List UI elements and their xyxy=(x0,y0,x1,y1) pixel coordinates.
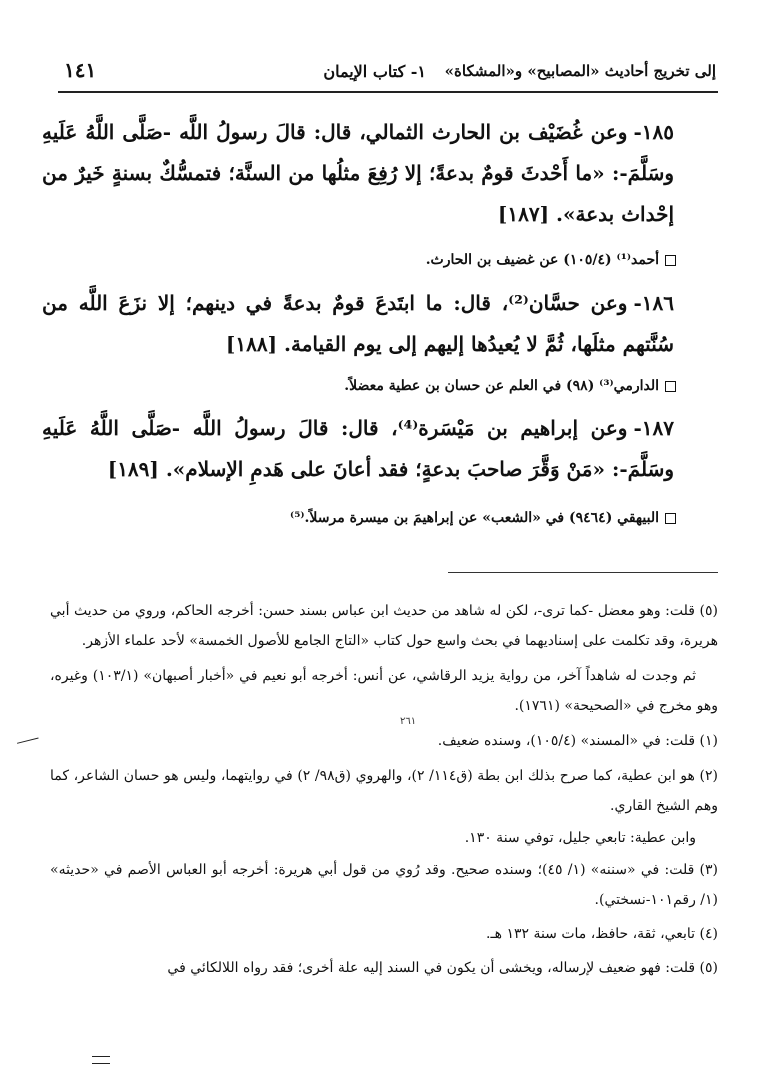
hadith-text: وعن غُضَيْف بن الحارث الثمالي، قال: قالَ رسولُ اللَّه -صَلَّى اللَّهُ عَلَيهِ وسَلَّمَ-: «ما أَحْدثَ قومٌ بدعةً؛ إلا رُفِعَ مثلُها من السنَّة؛ فتمسُّكٌ بسنةٍ خَيرٌ من إحْداث بدعة». [١٨٧] xyxy=(42,120,674,226)
square-bullet-icon xyxy=(665,255,676,266)
hadith-185-source xyxy=(52,248,676,272)
footnote-5c: (٥) قلت: فهو ضعيف لإرساله، ويخشى أن يكون في السند إليه علة أخرى؛ فقد رواه اللالكائي في xyxy=(167,960,718,976)
source-text: البيهقي (٩٤٦٤) في «الشعب» عن إبراهيمَ بن ميسرة مرسلاً.⁽⁵⁾ xyxy=(290,510,659,526)
header-rule xyxy=(58,91,718,93)
hadith-text: وعن حسَّان⁽²⁾، قال: ما ابتَدعَ قومٌ بدعةً في دينهم؛ إلا نزَعَ اللَّه من سُنَّتهم مثلَها، ثُمَّ لا يُعيدُها إليهم إلى يوم القيامة. [١٨٨] xyxy=(42,291,674,356)
square-bullet-icon xyxy=(665,513,676,524)
footnotes xyxy=(50,596,718,983)
continuation-mark xyxy=(92,1056,110,1064)
footnote-2: (٢) هو ابن عطية، كما صرح بذلك ابن بطة (ق١١٤/ ٢)، والهروي (ق٩٨/ ٢) في روايتهما، وليس هو حسان الشاعر، كما وهم الشيخ القاري. xyxy=(50,768,718,814)
hadith-number: ١٨٥- xyxy=(633,120,674,144)
source-text: أحمد⁽¹⁾ (١٠٥/٤) عن غضيف بن الحارث. xyxy=(425,252,659,268)
hadith-187-source xyxy=(52,506,676,530)
margin-pen-mark xyxy=(17,738,41,754)
running-title: إلى تخريج أحاديث «المصابيح» و«المشكاة» xyxy=(444,62,716,80)
footnote-1: (١) قلت: في «المسند» (١٠٥/٤)، وسنده ضعيف. xyxy=(437,733,718,749)
footnote-3: (٣) قلت: في «سننه» (١/ ٤٥)؛ وسنده صحيح. وقد رُوي من قول أبي هريرة: أخرجه أبو العباس الأصم في «حديثه» (١/ رقم١٠١-نسختي). xyxy=(50,862,718,908)
hadith-186 xyxy=(42,283,674,365)
hadith-number: ١٨٧- xyxy=(633,416,674,440)
hadith-186-source xyxy=(52,374,676,398)
source-text: الدارمي⁽³⁾ (٩٨) في العلم عن حسان بن عطية معضلاً. xyxy=(344,378,659,394)
footnote-5a: (٥) قلت: وهو معضل -كما ترى-، لكن له شاهد من حديث ابن عباس بسند حسن: أخرجه الحاكم، وروي من حديث أبي هريرة، وقد تكلمت على إسناديهما في بحث واسع حول كتاب «التاج الجامع للأصول الخمسة» لأحد علماء الأزهر. xyxy=(50,603,718,649)
footnote-4: (٤) تابعي، ثقة، حافظ، مات سنة ١٣٢ هـ. xyxy=(486,926,718,942)
hadith-number: ١٨٦- xyxy=(633,291,674,315)
footnote-separator xyxy=(448,572,718,573)
hadith-187 xyxy=(42,408,674,490)
page-number: ١٤١ xyxy=(64,58,97,82)
hadith-185 xyxy=(42,112,674,235)
footnote-5b: ثم وجدت له شاهداً آخر، من رواية يزيد الرقاشي، عن أنس: أخرجه أبو نعيم في «أخبار أصبهان» (١٠٣/١) وغيره، وهو مخرج في «الصحيحة» (١٧٦١). xyxy=(50,668,718,714)
handwritten-note: ٢٦١ xyxy=(400,716,417,727)
page-header xyxy=(60,58,716,90)
square-bullet-icon xyxy=(665,381,676,392)
hadith-text: وعن إبراهيم بن مَيْسَرة⁽⁴⁾، قال: قالَ رسولُ اللَّه -صَلَّى اللَّهُ عَلَيهِ وسَلَّمَ-: «مَنْ وَقَّرَ صاحبَ بدعةٍ؛ فقد أعانَ على هَدمِ الإسلام». [١٨٩] xyxy=(42,416,674,481)
chapter-title: ١- كتاب الإيمان xyxy=(323,62,426,81)
footnote-2b: وابن عطية: تابعي جليل، توفي سنة ١٣٠. xyxy=(464,830,696,846)
